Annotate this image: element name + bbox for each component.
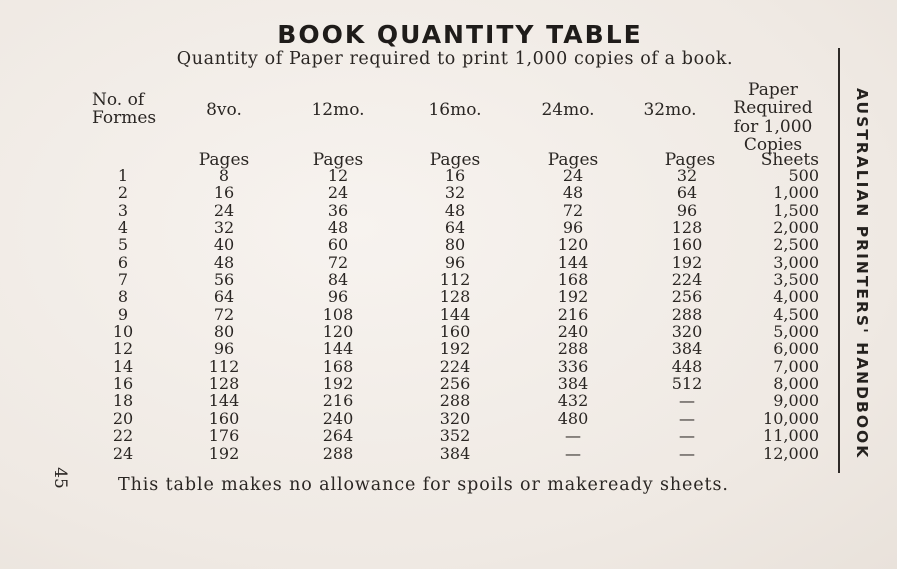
- cell-16mo: 32: [444, 183, 466, 203]
- cell-32mo: 224: [671, 270, 703, 290]
- cell-sheets: 1,000: [773, 183, 819, 203]
- table-row: [0, 306, 897, 323]
- header-formes-line2: Formes: [92, 108, 157, 128]
- cell-12mo: 192: [322, 374, 354, 394]
- cell-sheets: 10,000: [763, 408, 819, 428]
- sidebar-rule: [838, 48, 840, 473]
- cell-32mo: 128: [671, 218, 703, 238]
- cell-8vo: 16: [213, 183, 235, 203]
- header-8vo: 8vo.: [206, 100, 242, 120]
- cell-8vo: 8: [218, 166, 230, 185]
- cell-8vo: 192: [208, 443, 240, 463]
- cell-12mo: 48: [327, 218, 349, 238]
- cell-16mo: 224: [439, 356, 471, 376]
- cell-16mo: 352: [439, 426, 471, 446]
- cell-24mo: 120: [557, 235, 589, 255]
- cell-24mo: —: [565, 443, 581, 463]
- cell-8vo: 144: [208, 391, 240, 411]
- cell-formes: 5: [117, 235, 129, 255]
- cell-sheets: 7,000: [773, 356, 819, 376]
- cell-8vo: 64: [213, 287, 235, 307]
- cell-8vo: 40: [213, 235, 235, 255]
- cell-32mo: 64: [676, 183, 698, 203]
- table-row: [0, 340, 897, 357]
- cell-24mo: 144: [557, 252, 589, 272]
- cell-16mo: 160: [439, 322, 471, 342]
- table-row: [0, 323, 897, 340]
- table-row: [0, 427, 897, 444]
- cell-24mo: 336: [557, 356, 589, 376]
- cell-8vo: 48: [213, 252, 235, 272]
- cell-32mo: 160: [671, 235, 703, 255]
- cell-sheets: 8,000: [773, 374, 819, 394]
- quantity-table: [0, 167, 897, 462]
- header-formes-line1: No. of: [92, 90, 145, 110]
- cell-8vo: 96: [213, 339, 235, 359]
- cell-32mo: 96: [676, 200, 698, 220]
- cell-12mo: 72: [327, 252, 349, 272]
- cell-32mo: 512: [671, 374, 703, 394]
- table-row: [0, 375, 897, 392]
- cell-32mo: —: [679, 443, 695, 463]
- cell-8vo: 24: [213, 200, 235, 220]
- cell-24mo: —: [565, 426, 581, 446]
- table-row: [0, 358, 897, 375]
- cell-formes: 4: [117, 218, 129, 238]
- cell-formes: 24: [112, 443, 134, 463]
- cell-sheets: 11,000: [763, 426, 819, 446]
- cell-16mo: 192: [439, 339, 471, 359]
- cell-24mo: 288: [557, 339, 589, 359]
- cell-32mo: 192: [671, 252, 703, 272]
- cell-sheets: 1,500: [773, 200, 819, 220]
- cell-formes: 7: [117, 270, 129, 290]
- cell-24mo: 48: [562, 183, 584, 203]
- cell-12mo: 240: [322, 408, 354, 428]
- cell-formes: 18: [112, 391, 134, 411]
- cell-formes: 2: [117, 183, 129, 203]
- cell-16mo: 64: [444, 218, 466, 238]
- cell-32mo: —: [679, 426, 695, 446]
- cell-8vo: 128: [208, 374, 240, 394]
- cell-sheets: 4,500: [773, 304, 819, 324]
- cell-32mo: 256: [671, 287, 703, 307]
- cell-formes: 16: [112, 374, 134, 394]
- subheader-pages-24mo: Pages: [547, 150, 599, 170]
- cell-12mo: 168: [322, 356, 354, 376]
- cell-formes: 1: [117, 166, 129, 185]
- cell-32mo: 448: [671, 356, 703, 376]
- cell-32mo: 32: [676, 166, 698, 185]
- table-row: [0, 202, 897, 219]
- cell-16mo: 144: [439, 304, 471, 324]
- cell-12mo: 120: [322, 322, 354, 342]
- cell-32mo: 384: [671, 339, 703, 359]
- page-subtitle: Quantity of Paper required to print 1,000 copies of a book.: [176, 49, 734, 69]
- cell-24mo: 168: [557, 270, 589, 290]
- cell-24mo: 384: [557, 374, 589, 394]
- cell-sheets: 12,000: [763, 443, 819, 463]
- table-row: [0, 184, 897, 201]
- subheader-pages-8vo: Pages: [198, 150, 250, 170]
- header-16mo: 16mo.: [428, 100, 482, 120]
- cell-12mo: 84: [327, 270, 349, 290]
- cell-32mo: —: [679, 391, 695, 411]
- cell-sheets: 4,000: [773, 287, 819, 307]
- cell-24mo: 72: [562, 200, 584, 220]
- cell-sheets: 9,000: [773, 391, 819, 411]
- table-row: [0, 236, 897, 253]
- header-paper-line4: Copies: [743, 134, 803, 155]
- cell-24mo: 216: [557, 304, 589, 324]
- subheader-pages-12mo: Pages: [312, 150, 364, 170]
- cell-16mo: 128: [439, 287, 471, 307]
- cell-16mo: 256: [439, 374, 471, 394]
- cell-12mo: 24: [327, 183, 349, 203]
- cell-24mo: 96: [562, 218, 584, 238]
- cell-12mo: 96: [327, 287, 349, 307]
- header-paper-line2: Required: [733, 98, 813, 119]
- table-row: [0, 167, 897, 184]
- cell-16mo: 288: [439, 391, 471, 411]
- header-32mo: 32mo.: [643, 100, 697, 120]
- cell-12mo: 264: [322, 426, 354, 446]
- cell-16mo: 320: [439, 408, 471, 428]
- cell-16mo: 48: [444, 200, 466, 220]
- table-row: [0, 445, 897, 462]
- cell-24mo: 240: [557, 322, 589, 342]
- cell-formes: 14: [112, 356, 134, 376]
- cell-16mo: 80: [444, 235, 466, 255]
- cell-8vo: 80: [213, 322, 235, 342]
- header-formes: [92, 91, 182, 127]
- cell-12mo: 108: [322, 304, 354, 324]
- cell-16mo: 96: [444, 252, 466, 272]
- cell-24mo: 480: [557, 408, 589, 428]
- cell-formes: 8: [117, 287, 129, 307]
- cell-formes: 20: [112, 408, 134, 428]
- cell-12mo: 288: [322, 443, 354, 463]
- cell-sheets: 500: [788, 166, 819, 185]
- sidebar-title: AUSTRALIAN PRINTERS' HANDBOOK: [853, 88, 871, 460]
- page-number: 45: [50, 467, 70, 489]
- cell-formes: 6: [117, 252, 129, 272]
- cell-formes: 10: [112, 322, 134, 342]
- table-row: [0, 271, 897, 288]
- cell-sheets: 3,500: [773, 270, 819, 290]
- cell-8vo: 32: [213, 218, 235, 238]
- table-row: [0, 254, 897, 271]
- cell-sheets: 2,500: [773, 235, 819, 255]
- cell-formes: 3: [117, 200, 129, 220]
- header-paper-line1: Paper: [748, 80, 798, 100]
- cell-16mo: 16: [444, 166, 466, 185]
- cell-sheets: 6,000: [773, 339, 819, 359]
- cell-24mo: 24: [562, 166, 584, 185]
- header-24mo: 24mo.: [541, 100, 595, 120]
- header-paper-line3: for 1,000: [733, 116, 813, 137]
- cell-formes: 9: [117, 304, 129, 324]
- cell-sheets: 5,000: [773, 322, 819, 342]
- table-row: [0, 219, 897, 236]
- cell-8vo: 56: [213, 270, 235, 290]
- subheader-sheets: Sheets: [760, 150, 819, 170]
- cell-12mo: 60: [327, 235, 349, 255]
- cell-12mo: 12: [327, 166, 349, 185]
- table-row: [0, 410, 897, 427]
- cell-16mo: 112: [439, 270, 471, 290]
- cell-24mo: 192: [557, 287, 589, 307]
- cell-12mo: 216: [322, 391, 354, 411]
- page-title: BOOK QUANTITY TABLE: [277, 20, 643, 49]
- cell-12mo: 144: [322, 339, 354, 359]
- cell-32mo: —: [679, 408, 695, 428]
- cell-sheets: 2,000: [773, 218, 819, 238]
- table-row: [0, 288, 897, 305]
- cell-12mo: 36: [327, 200, 349, 220]
- header-12mo: 12mo.: [311, 100, 365, 120]
- subheader-pages-16mo: Pages: [429, 150, 481, 170]
- subheader-pages-32mo: Pages: [664, 150, 716, 170]
- cell-24mo: 432: [557, 391, 589, 411]
- cell-16mo: 384: [439, 443, 471, 463]
- header-paper-required: [720, 81, 826, 154]
- cell-8vo: 112: [208, 356, 240, 376]
- footer-note: This table makes no allowance for spoils or makeready sheets.: [118, 475, 729, 495]
- table-row: [0, 392, 897, 409]
- cell-formes: 12: [112, 339, 134, 359]
- cell-32mo: 320: [671, 322, 703, 342]
- cell-8vo: 160: [208, 408, 240, 428]
- cell-32mo: 288: [671, 304, 703, 324]
- cell-formes: 22: [112, 426, 134, 446]
- cell-8vo: 72: [213, 304, 235, 324]
- cell-sheets: 3,000: [773, 252, 819, 272]
- cell-8vo: 176: [208, 426, 240, 446]
